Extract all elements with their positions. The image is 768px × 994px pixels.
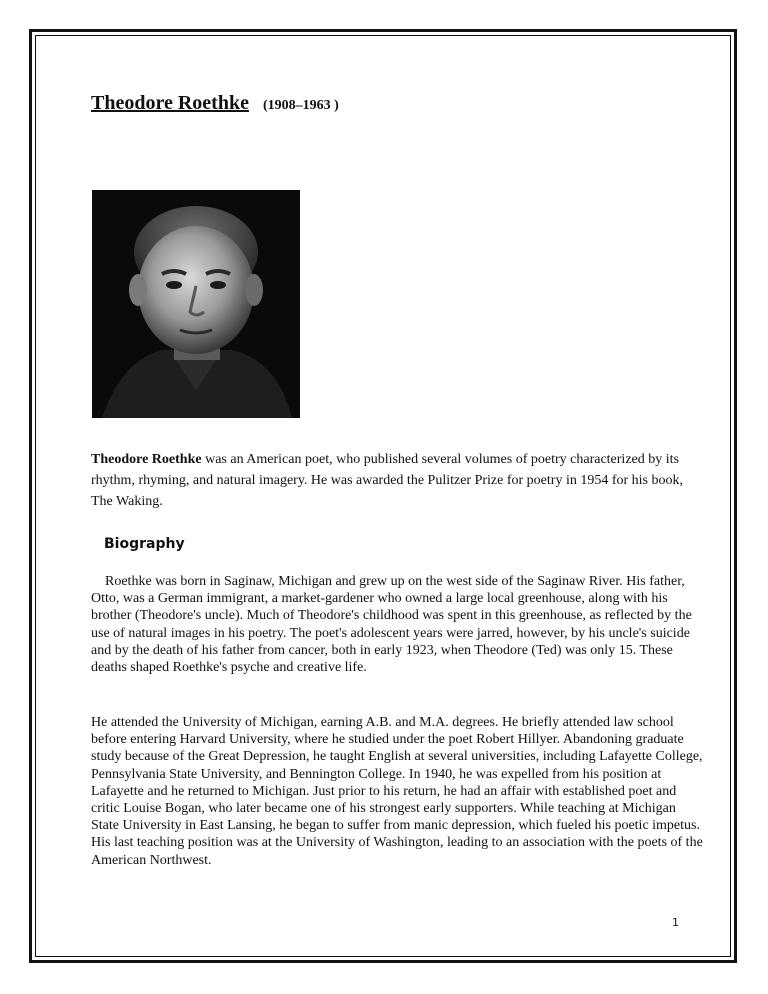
title-years: (1908–1963 )	[262, 98, 339, 113]
biography-paragraph-1: Roethke was born in Saginaw, Michigan and grew up on the west side of the Saginaw River. His father, Otto, was a German immigrant, a market-gardener who owned a large local greenhouse, along with his brother (Theodore's uncle). Much of Theodore's childhood was spent in this greenhouse, as reflected by the use of natural images in his poetry. The poet's adolescent years were jarred, however, by his uncle's suicide and by the death of his father from cancer, both in early 1923, when Theodore (Ted) was only 15. These deaths shaped Roethke's psyche and creative life.	[91, 574, 692, 676]
intro-text: was an American poet, who published several volumes of poetry characterized by its rhythm, rhyming, and natural imagery. He was awarded the Pulitzer Prize for poetry in 1954 for his book, The Waking.	[91, 452, 683, 509]
biography-paragraph-2: He attended the University of Michigan, earning A.B. and M.A. degrees. He briefly attended law school before entering Harvard University, where he studied under the poet Robert Hillyer. Abandoning graduate study because of the Great Depression, he taught English at several universities, including Lafayette College, Pennsylvania State University, and Bennington College. In 1940, he was expelled from his position at Lafayette and he returned to Michigan. Just prior to his return, he had an affair with established poet and critic Louise Bogan, who later became one of his strongest early supporters. While teaching at Michigan State University in East Lansing, he began to suffer from manic depression, which fueled his poetic impetus. His last teaching position was at the University of Washington, leading to an association with the poets of the American Northwest.	[91, 715, 703, 868]
portrait-photo-icon	[92, 190, 300, 418]
biography-heading: Biography	[104, 536, 185, 552]
title-name: Theodore Roethke	[91, 92, 249, 114]
intro-name: Theodore Roethke	[91, 452, 202, 467]
page-number: 1	[672, 916, 679, 929]
intro-paragraph	[91, 449, 701, 512]
page-title	[91, 92, 339, 115]
